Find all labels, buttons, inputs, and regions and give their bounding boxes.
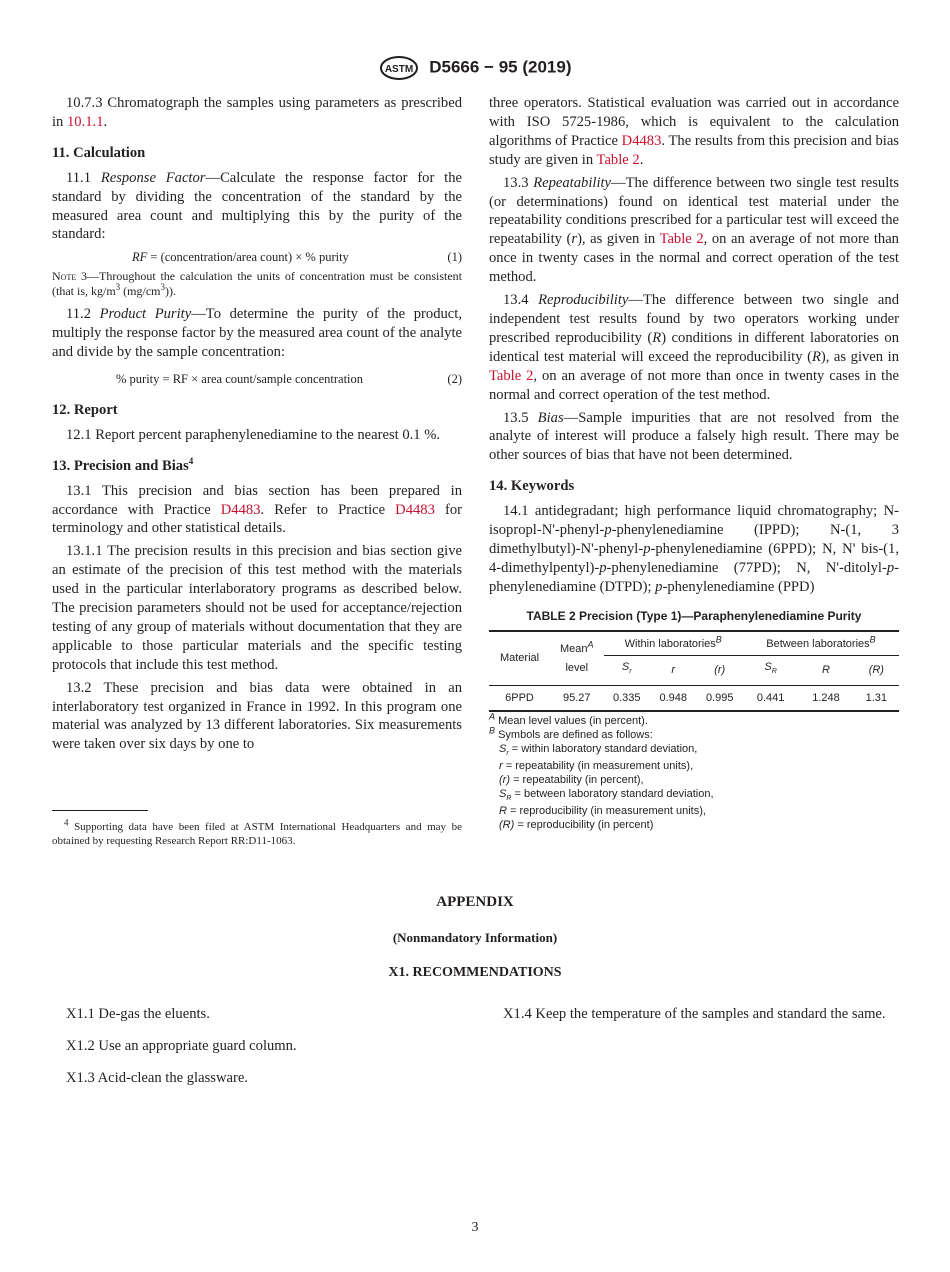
- text-run: Repeatability: [533, 174, 612, 191]
- symbol: (R): [499, 819, 515, 831]
- text-run: .: [103, 113, 108, 130]
- appendix-item: X1.4 Keep the temperature of the samples and standard the same.: [503, 1006, 886, 1022]
- paragraph: [489, 502, 899, 597]
- text-run: 13.1.1 The precision results in this precision and bias section give an estimate of the precision of this test method with the materials used in the particular interlaboratory programs as described below. The precision parameters should not be used for acceptance/rejection testing of any group of materials without documentation that they are applicable to those particular materials and the specific testing protocols that include this test method.: [52, 543, 462, 673]
- equation: [52, 370, 462, 389]
- section-heading: [52, 144, 462, 163]
- appendix-left: [66, 1005, 476, 1101]
- text-run: -phenylenediamine (77PD); N, N'-ditolyl-: [606, 559, 887, 576]
- paragraph: [52, 426, 462, 445]
- symbol: S: [499, 742, 507, 755]
- text-run: RF: [132, 250, 148, 265]
- text-run: 3: [115, 282, 121, 293]
- appendix-item: X1.2 Use an appropriate guard column.: [66, 1038, 297, 1054]
- paragraph: [52, 482, 462, 539]
- text-run: 13.4: [503, 292, 539, 309]
- text-run: p: [604, 522, 612, 539]
- symbol-definition: [489, 805, 899, 819]
- text-run: Bias: [537, 409, 564, 426]
- text-run: -phenylenediamine (PPD): [662, 578, 815, 595]
- text-run: r: [571, 231, 578, 248]
- symbol-definition: [489, 819, 899, 833]
- paragraph: [52, 305, 462, 362]
- text-run: 3: [160, 282, 165, 293]
- text-run: (mg/cm: [120, 284, 161, 299]
- table-caption: TABLE 2 Precision (Type 1)—Paraphenylenediamine Purity: [526, 608, 862, 623]
- section-heading: [52, 401, 462, 420]
- paragraph: [489, 94, 899, 170]
- text-run: Reproducibility: [538, 292, 629, 309]
- text-run: p: [643, 540, 651, 557]
- appendix-section: X1. RECOMMENDATIONS: [388, 965, 562, 980]
- text-run: 10.7.3 Chromatograph the samples using parameters as prescribed in: [52, 95, 462, 130]
- table-cell: 0.441: [743, 685, 798, 711]
- svg-text:ASTM: ASTM: [384, 64, 413, 75]
- text-run: three operators. Statistical evaluation was carried out in accordance with ISO 5725-1986, which is equivalent to the calculation algorithms of Practice: [489, 95, 899, 149]
- paragraph: [52, 679, 462, 755]
- text-run: ), as given in: [820, 348, 900, 365]
- table-cell: 1.248: [798, 685, 853, 711]
- definition: = reproducibility (in measurement units),: [510, 805, 706, 818]
- symbol: r: [499, 760, 503, 773]
- appendix-right: [489, 1005, 899, 1037]
- text-run: -phenylenediamine (IPPD); N-(1, 3 dimethylbutyl)-N'-phenyl-: [489, 522, 899, 557]
- text-run: —Calculate the response factor for the standard by dividing the concentration of the standard by the measured area count and multiplying this by the purity of the standard:: [52, 169, 462, 243]
- text-run: .: [639, 151, 644, 168]
- text-run: —To determine the purity of the product, multiply the response factor by the measured area count of the analyte and divide by the sample concentration:: [52, 306, 462, 361]
- designation: D5666 − 95 (2019): [429, 57, 572, 77]
- text-run: 13.5: [503, 409, 538, 426]
- appendix-item: X1.3 Acid-clean the glassware.: [66, 1070, 248, 1086]
- text-run: Note: [52, 269, 77, 284]
- definition: = reproducibility (in percent): [517, 819, 654, 831]
- paragraph: [52, 94, 462, 132]
- text-run: —Sample impurities that are not resolved from the analyte of interest will produce a falsely high result. There may be other sources of bias that have not been determined.: [489, 409, 900, 464]
- text-run: , on an average of not more than once in twenty cases in the normal and correct operation of the test method.: [489, 367, 899, 403]
- cross-reference-link[interactable]: Table 2: [596, 151, 640, 168]
- cross-reference-link[interactable]: D4483: [395, 501, 435, 518]
- text-run: R: [811, 348, 821, 365]
- footnote: $^4$ Supporting data have been filed at ASTM International Headquarters and may be obtained by requesting Research Report RR:D11-1063.: [52, 817, 462, 847]
- text-run: R: [652, 329, 662, 346]
- equation-number: (1): [447, 250, 462, 265]
- text-run: 13.1 This precision and bias section has been prepared in accordance with Practice: [52, 482, 462, 518]
- col-R: R: [798, 656, 853, 685]
- col-mean-level: Mean$^A$ level: [560, 639, 594, 674]
- text-run: = (concentration/area count) × % purity: [147, 250, 349, 265]
- text-run: 14. Keywords: [489, 478, 575, 495]
- equation-body: [132, 248, 349, 267]
- col-r: r: [650, 656, 696, 685]
- table-cell: 0.995: [696, 685, 743, 711]
- symbol: (r): [499, 774, 510, 787]
- col-material: Material: [499, 652, 540, 665]
- table-notes: $^A$ Mean level values (in percent). $^B$ Symbols are defined as follows: $S_r$ = within laboratory standard deviation, r = repeatability (in measurement units), (r) = repeatability (in percent), $S_R$ = between laboratory standard deviation, R = reproducibility (in measurement units), (R) = reproducibility (in percent): [489, 715, 899, 832]
- paragraph: [52, 169, 462, 245]
- text-run: 3—Throughout the calculation the units of concentration must be consistent (that is, kg/m: [52, 269, 462, 299]
- page-header: [0, 56, 950, 80]
- cross-reference-link[interactable]: 10.1.1: [67, 113, 104, 130]
- text-run: ) conditions in different laboratories on identical test material will exceed the reproducibility (: [489, 329, 899, 365]
- symbol: R: [499, 805, 507, 818]
- text-run: -phenylenediamine (6PPD); N, N' bis-(1, 4-dimethylpentyl)-: [489, 540, 899, 576]
- text-run: 11.1: [66, 169, 101, 186]
- definition: = within laboratory standard deviation,: [511, 742, 698, 755]
- cross-reference-link[interactable]: Table 2: [489, 367, 534, 384]
- text-run: 13.2 These precision and bias data were obtained in an interlaboratory test organized in France in 1992. In this program one material was analyzed by 13 different laboratories. Six measurements were taken over six days by one to: [52, 679, 462, 753]
- text-run: 13. Precision and Bias: [52, 457, 189, 474]
- text-run: 11. Calculation: [52, 144, 146, 161]
- appendix-subtitle: (Nonmandatory Information): [392, 930, 558, 945]
- text-run: 4: [188, 455, 194, 466]
- text-run: )).: [165, 284, 176, 299]
- table-cell: 0.948: [650, 685, 696, 711]
- cross-reference-link[interactable]: D4483: [220, 501, 261, 518]
- left-column: [52, 94, 462, 758]
- text-run: . Refer to Practice: [260, 501, 396, 518]
- text-run: Product Purity: [99, 306, 192, 323]
- paragraph: [489, 409, 899, 466]
- cross-reference-link[interactable]: D4483: [621, 132, 662, 149]
- text-run: p: [655, 578, 663, 595]
- definition: = repeatability (in measurement units),: [505, 760, 694, 773]
- col-r-pct: (r): [696, 656, 743, 685]
- section-heading: [489, 477, 899, 496]
- definition: = repeatability (in percent),: [513, 774, 644, 787]
- text-run: -phenylenediamine (DTPD);: [489, 559, 899, 595]
- text-run: % purity = RF × area count/sample concentration: [116, 371, 364, 386]
- table-row: [489, 685, 899, 711]
- text-run: for terminology and other statistical details.: [52, 501, 462, 537]
- table-cell: 0.335: [604, 685, 650, 711]
- symbol-definition: [489, 774, 899, 788]
- symbol-subscript: R: [506, 794, 512, 802]
- page-number: 3: [471, 1220, 479, 1235]
- text-run: Response Factor: [100, 169, 206, 186]
- text-run: 11.2: [66, 306, 100, 323]
- equation-body: [116, 370, 363, 389]
- text-run: ), as given in: [577, 231, 660, 248]
- text-run: . The results from this precision and bias study are given in: [489, 132, 899, 168]
- symbol-subscript: r: [506, 749, 509, 757]
- equation-number: (2): [447, 371, 462, 386]
- right-column: [489, 94, 899, 833]
- symbol-definition: [489, 743, 899, 761]
- precision-table: [489, 607, 899, 833]
- col-within: Within laboratories$^B$: [624, 633, 722, 650]
- text-run: 13.3: [503, 174, 534, 191]
- text-run: , on an average of not more than once in twenty cases in the normal and correct operation of the test method.: [489, 231, 899, 286]
- text-run: p: [599, 559, 607, 576]
- appendix-title: APPENDIX: [436, 894, 514, 910]
- section-heading: [52, 457, 462, 476]
- footnote-rule: [52, 810, 148, 811]
- symbol-definition: [489, 788, 899, 806]
- paragraph: [52, 542, 462, 674]
- symbol: S: [499, 787, 507, 800]
- symbol-definition: [489, 760, 899, 774]
- col-SR: $S_R$: [743, 656, 798, 685]
- equation: [52, 248, 462, 267]
- cross-reference-link[interactable]: Table 2: [659, 231, 704, 248]
- text-run: p: [886, 559, 895, 576]
- table-cell: 1.31: [854, 685, 899, 711]
- definition: = between laboratory standard deviation,: [514, 787, 714, 800]
- paragraph: [489, 291, 899, 404]
- text-run: —The difference between two single test results (or determinations) found on identical test material under the repeatability conditions prescribed for a particular test will exceed the repeatability (: [489, 174, 899, 248]
- text-run: 12. Report: [52, 401, 118, 418]
- table-cell: 95.27: [550, 685, 603, 711]
- note: [52, 269, 462, 299]
- appendix-item: X1.1 De-gas the eluents.: [66, 1006, 210, 1022]
- col-R-pct: (R): [854, 656, 899, 685]
- text-run: 14.1 antidegradant; high performance liquid chromatography; N-isopropl-N'-phenyl-: [489, 503, 899, 539]
- astm-logo-icon: [379, 56, 419, 80]
- table-cell: 6PPD: [489, 685, 550, 711]
- text-run: 12.1 Report percent paraphenylenediamine to the nearest 0.1 %.: [66, 426, 441, 443]
- col-between: Between laboratories$^B$: [766, 633, 876, 650]
- text-run: —The difference between two single and independent test results found by two operators working under prescribed reproducibility (: [489, 292, 899, 346]
- paragraph: [489, 174, 899, 287]
- col-sr: $S_r$: [604, 656, 650, 685]
